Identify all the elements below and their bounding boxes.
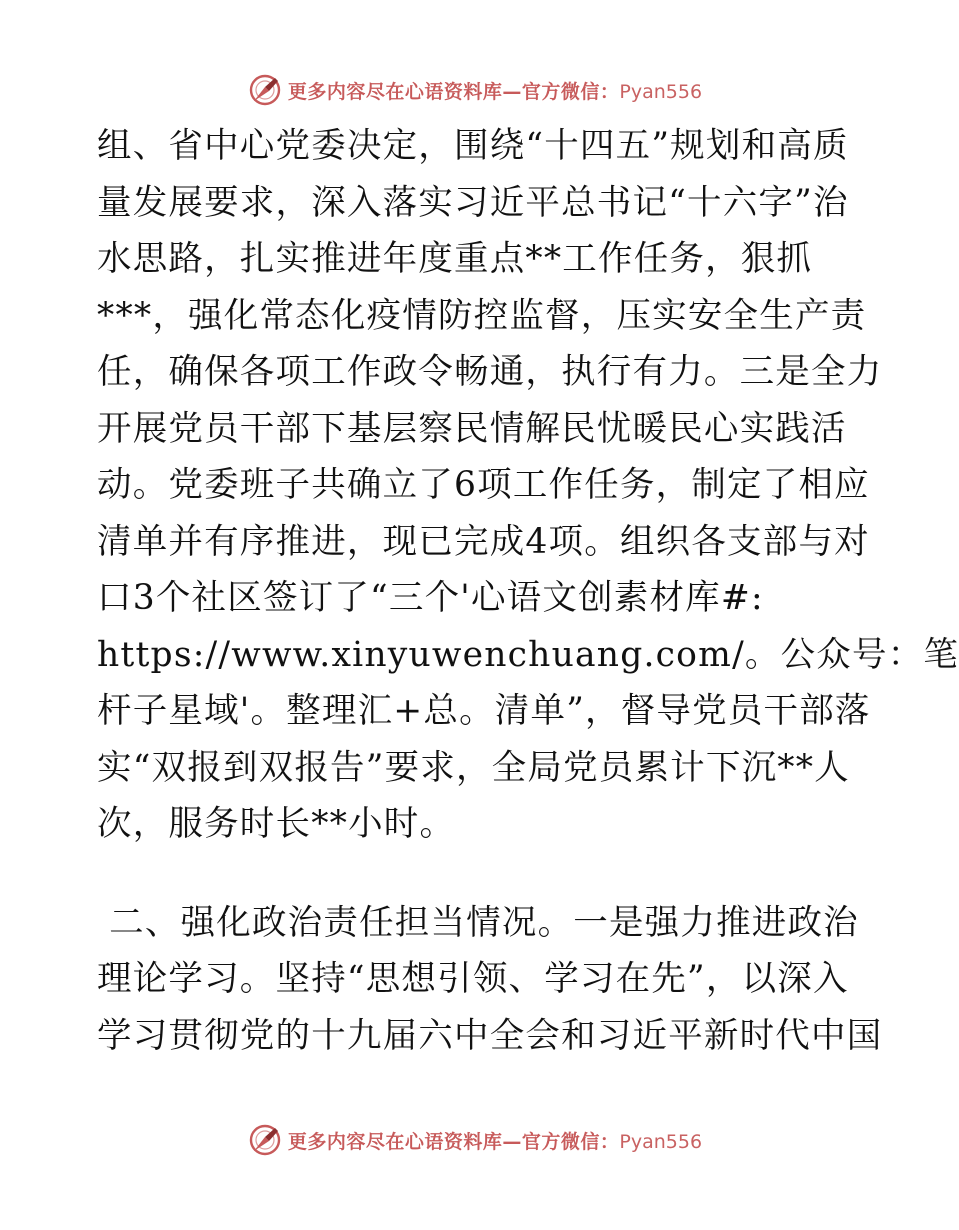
wechat-account: Pyan556 xyxy=(619,1130,703,1153)
text-line: https://www.xinyuwenchuang.com/。公众号：笔 xyxy=(97,634,959,675)
text-line: 口3个社区签订了“三个'心语文创素材库#: xyxy=(97,578,764,618)
pen-nib-circle-icon xyxy=(248,1123,282,1157)
paragraph-gap xyxy=(97,853,857,895)
pen-nib-circle-icon xyxy=(248,73,282,107)
text-line: 次，服务时长**小时。 xyxy=(97,804,456,844)
text-line: 水思路，扎实推进年度重点**工作任务，狠抓 xyxy=(97,239,813,279)
text-line: 实“双报到双报告”要求，全局党员累计下沉**人 xyxy=(97,747,850,788)
text-line: 杆子星域'。整理汇+总。清单”，督导党员干部落 xyxy=(97,691,871,731)
text-line: 动。党委班子共确立了6项工作任务，制定了相应 xyxy=(97,465,870,505)
text-line: 任，确保各项工作政令畅通，执行有力。三是全力 xyxy=(97,352,883,392)
text-line: 学习贯彻党的十九届六中全会和习近平新时代中国 xyxy=(97,1015,883,1056)
text-line: 理论学习。坚持“思想引领、学习在先”，以深入 xyxy=(97,959,849,999)
footer-watermark-banner xyxy=(0,1120,950,1160)
text-line: 开展党员干部下基层察民情解民忧暖民心实践活 xyxy=(97,408,847,449)
paragraph xyxy=(97,118,959,853)
text-line: 清单并有序推进，现已完成4项。组织各支部与对 xyxy=(97,521,870,562)
watermark-text: 更多内容尽在心语资料库—官方微信：Pyan556 xyxy=(287,1130,703,1153)
wechat-account: Pyan556 xyxy=(619,80,703,103)
watermark-text: 更多内容尽在心语资料库—官方微信：Pyan556 xyxy=(287,80,703,103)
header-watermark-banner xyxy=(0,70,950,110)
text-line: 组、省中心党委决定，围绕“十四五”规划和高质 xyxy=(97,126,849,166)
text-line: 量发展要求，深入落实习近平总书记“十六字”治 xyxy=(97,182,849,223)
paragraph xyxy=(97,895,883,1065)
text-line: 二、强化政治责任担当情况。一是强力推进政治 xyxy=(97,902,859,943)
document-body xyxy=(97,118,959,1064)
text-line: ***，强化常态化疫情防控监督，压实安全生产责 xyxy=(97,295,867,336)
